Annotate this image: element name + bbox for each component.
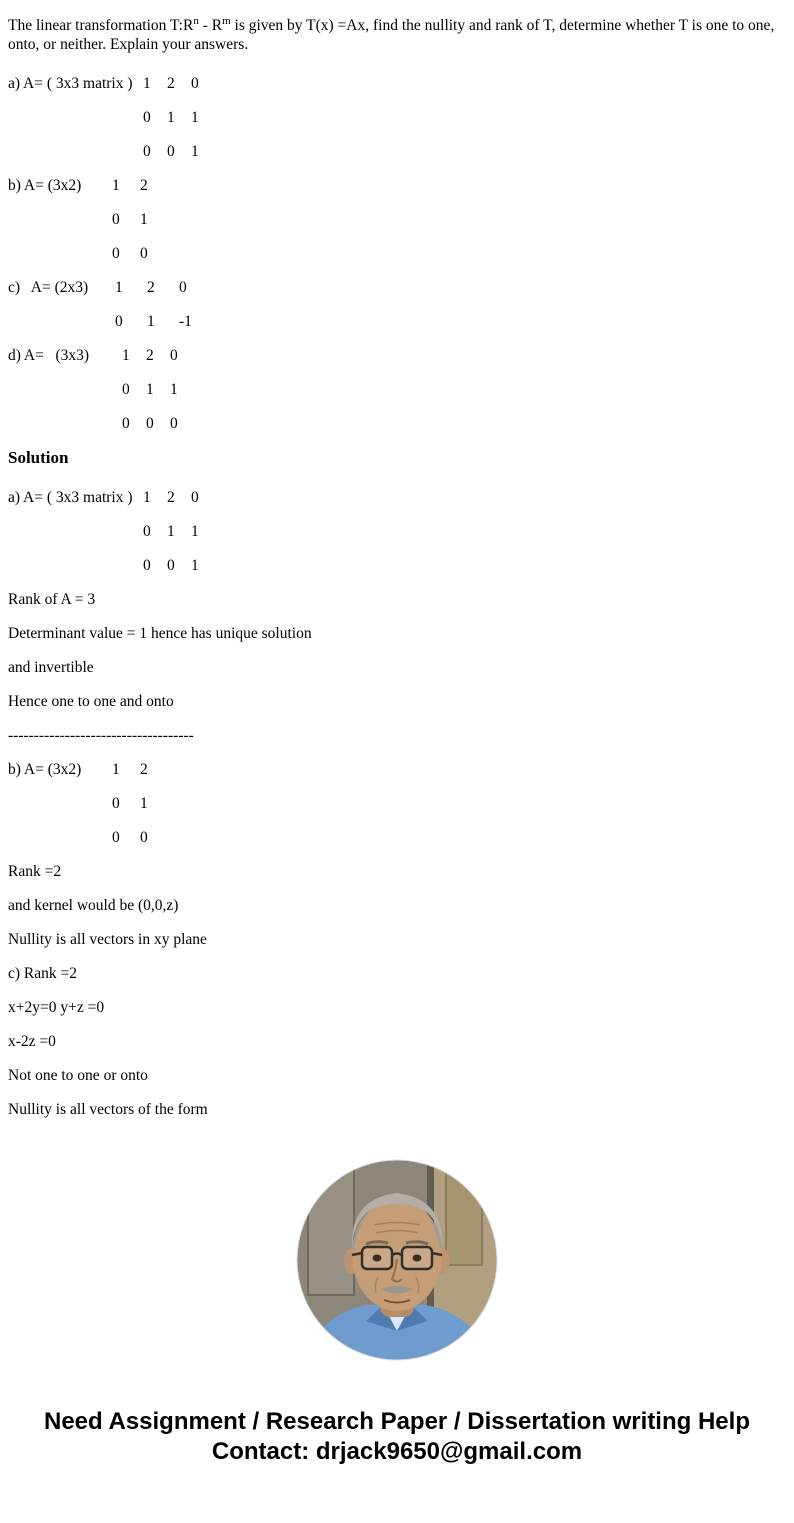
matrix-row [8, 176, 786, 195]
matrix-cell: 1 [191, 143, 199, 161]
solution-note: x-2z =0 [8, 1033, 56, 1051]
matrix-cell: 1 [140, 211, 148, 229]
matrix-cell: 0 [115, 313, 123, 331]
solution-matrix-b [8, 760, 786, 847]
matrix-cell: 1 [112, 177, 120, 195]
matrix-cell: 0 [170, 415, 178, 433]
matrix-row [8, 522, 786, 541]
matrix-d-label: d) A= (3x3) [8, 347, 90, 365]
matrix-cell: 1 [147, 313, 155, 331]
matrix-row [8, 794, 786, 813]
matrix-cell: 1 [112, 761, 120, 779]
matrix-cell: 0 [179, 279, 187, 297]
matrix-cell: 0 [112, 211, 120, 229]
solution-matrix-a [8, 488, 786, 575]
matrix-cell: 1 [122, 347, 130, 365]
matrix-cell: 2 [167, 489, 175, 507]
superscript-m: m [222, 15, 231, 27]
matrix-cell: 0 [143, 557, 151, 575]
matrix-cell: 1 [143, 75, 151, 93]
matrix-cell: 2 [167, 75, 175, 93]
matrix-c [8, 278, 786, 331]
superscript-n: n [193, 15, 199, 27]
matrix-d [8, 346, 786, 433]
solution-note: Nullity is all vectors in xy plane [8, 931, 207, 949]
matrix-row [8, 74, 786, 93]
matrix-row [8, 108, 786, 127]
matrix-cell: 1 [191, 523, 199, 541]
matrix-cell: -1 [179, 313, 192, 331]
solution-note: Determinant value = 1 hence has unique solution [8, 625, 312, 643]
matrix-cell: 0 [112, 829, 120, 847]
matrix-cell: 2 [140, 177, 148, 195]
matrix-row [8, 278, 786, 297]
matrix-b [8, 176, 786, 263]
solution-note: Not one to one or onto [8, 1067, 148, 1085]
matrix-a [8, 74, 786, 161]
matrix-cell: 0 [191, 489, 199, 507]
matrix-cell: 0 [122, 415, 130, 433]
matrix-cell: 0 [143, 523, 151, 541]
matrix-row [8, 488, 786, 507]
matrix-cell: 0 [112, 795, 120, 813]
matrix-row [8, 244, 786, 263]
matrix-cell: 0 [170, 347, 178, 365]
matrix-cell: 1 [167, 523, 175, 541]
matrix-row [8, 312, 786, 331]
matrix-c-label: c) A= (2x3) [8, 279, 89, 297]
matrix-b-label: b) A= (3x2) [8, 761, 82, 779]
solution-note: and invertible [8, 659, 94, 677]
solution-note: Nullity is all vectors of the form [8, 1101, 208, 1119]
matrix-cell: 0 [122, 381, 130, 399]
footer-help-text: Need Assignment / Research Paper / Dissertation writing Help [44, 1408, 750, 1436]
matrix-row [8, 346, 786, 365]
matrix-a-label: a) A= ( 3x3 matrix ) [8, 489, 133, 507]
divider-dashes: ------------------------------------ [8, 727, 194, 745]
matrix-cell: 1 [143, 489, 151, 507]
solution-note: x+2y=0 y+z =0 [8, 999, 105, 1017]
matrix-cell: 0 [146, 415, 154, 433]
matrix-b-label: b) A= (3x2) [8, 177, 82, 195]
matrix-cell: 2 [140, 761, 148, 779]
matrix-cell: 0 [167, 557, 175, 575]
matrix-a-label: a) A= ( 3x3 matrix ) [8, 75, 133, 93]
solution-note: and kernel would be (0,0,z) [8, 897, 179, 915]
matrix-cell: 1 [140, 795, 148, 813]
matrix-cell: 1 [191, 109, 199, 127]
solution-heading: Solution [8, 448, 69, 468]
matrix-cell: 0 [143, 143, 151, 161]
matrix-row [8, 556, 786, 575]
matrix-row [8, 142, 786, 161]
matrix-cell: 0 [191, 75, 199, 93]
matrix-cell: 1 [167, 109, 175, 127]
matrix-row [8, 210, 786, 229]
matrix-cell: 2 [147, 279, 155, 297]
matrix-cell: 1 [146, 381, 154, 399]
matrix-cell: 0 [140, 829, 148, 847]
matrix-cell: 0 [143, 109, 151, 127]
tutor-photo [296, 1159, 498, 1361]
matrix-cell: 1 [191, 557, 199, 575]
text-run: The linear transformation T:R [8, 17, 194, 35]
tutor-photo-illustration [296, 1159, 498, 1361]
text-run: - R [198, 17, 223, 35]
matrix-row [8, 380, 786, 399]
matrix-cell: 0 [140, 245, 148, 263]
solution-note: Rank =2 [8, 863, 62, 881]
solution-note: Hence one to one and onto [8, 693, 174, 711]
matrix-row [8, 828, 786, 847]
matrix-cell: 0 [167, 143, 175, 161]
footer-contact: Contact: drjack9650@gmail.com [211, 1438, 583, 1466]
solution-note: c) Rank =2 [8, 965, 78, 983]
matrix-cell: 1 [115, 279, 123, 297]
matrix-cell: 2 [146, 347, 154, 365]
problem-statement [8, 12, 786, 54]
solution-note: Rank of A = 3 [8, 591, 96, 609]
text-run: is given by T(x) =Ax, find the nullity and rank of T, determine whether T is one to one, onto, or neither. Explain your answers. [8, 17, 775, 53]
matrix-cell: 1 [170, 381, 178, 399]
footer-banner [8, 1407, 786, 1467]
matrix-row [8, 760, 786, 779]
matrix-cell: 0 [112, 245, 120, 263]
matrix-row [8, 414, 786, 433]
